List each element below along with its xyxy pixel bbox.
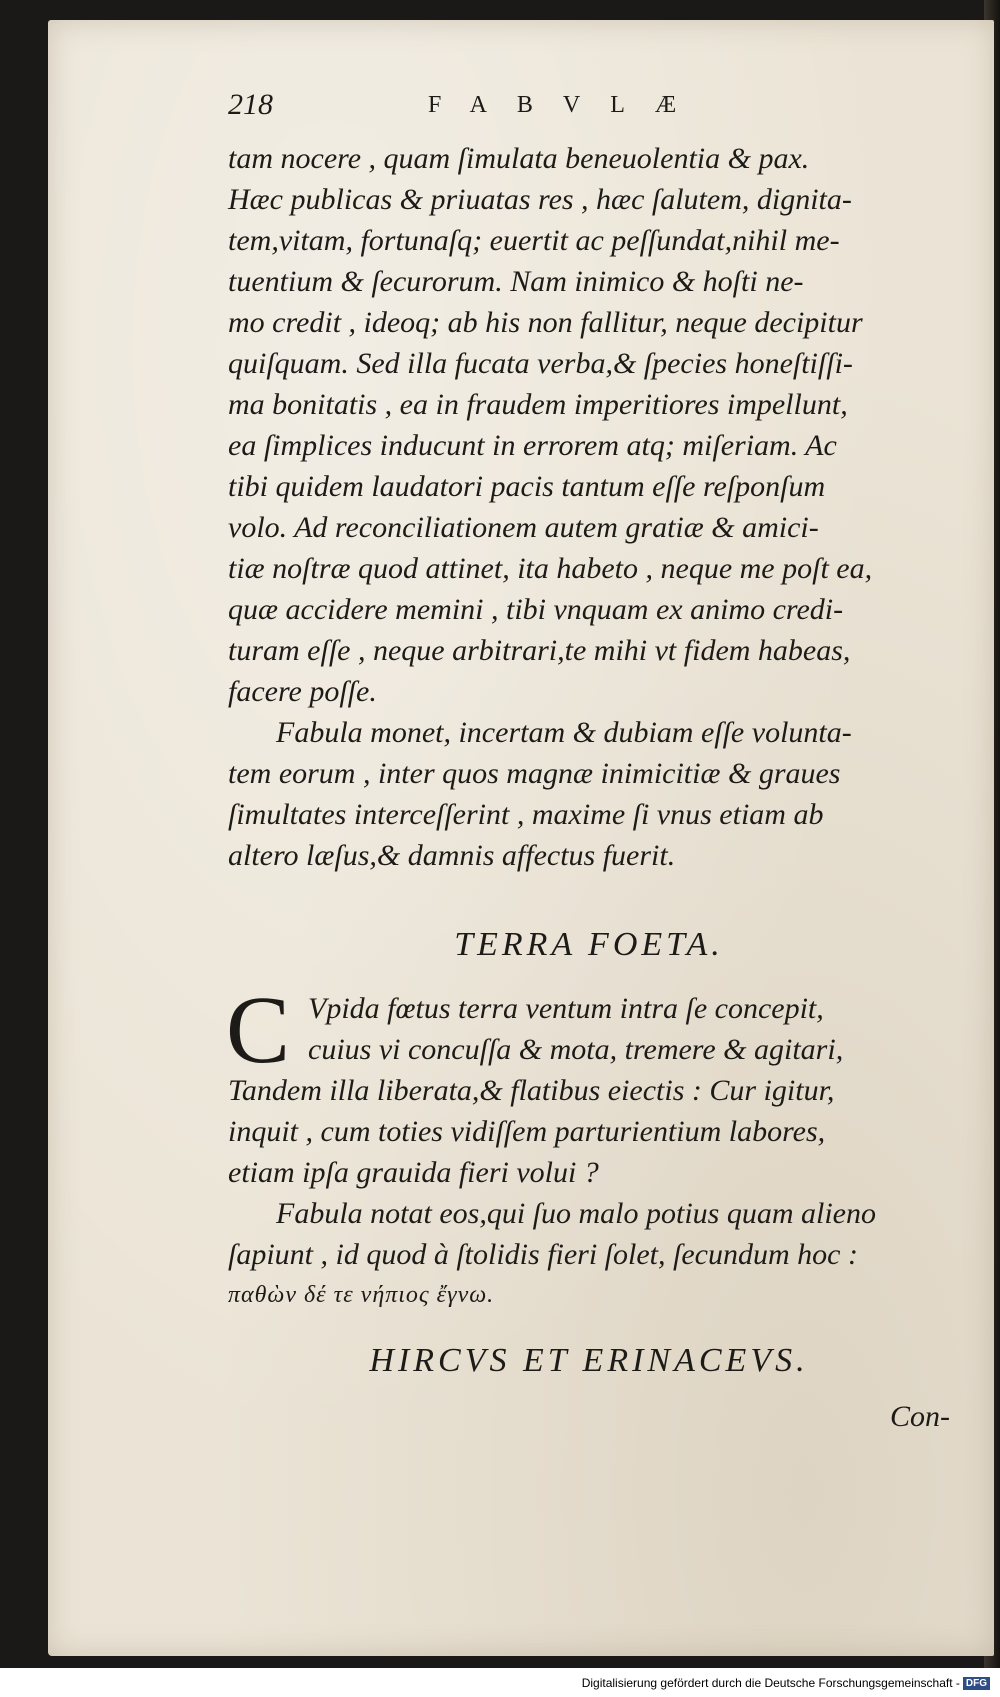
- text-line: Hæc publicas & priuatas res , hæc ſalutem, dignita-: [228, 183, 852, 216]
- credit-text: Digitalisierung gefördert durch die Deutsche Forschungsgemeinschaft -: [581, 1676, 960, 1690]
- text-line: tiæ noſtræ quod attinet, ita habeto , neque me poſt ea,: [228, 552, 873, 585]
- text-line: turam eſſe , neque arbitrari,te mihi vt fidem habeas,: [228, 634, 851, 667]
- moral-section-2: [228, 1193, 950, 1316]
- text-line: tem,vitam, fortunaſq; euertit ac peſſundat,nihil me-: [228, 224, 840, 257]
- moral-line: Fabula notat eos,qui ſuo malo potius quam alieno: [276, 1197, 876, 1230]
- moral-section-1: [228, 712, 950, 876]
- page-number: 218: [228, 88, 273, 121]
- moral-line: ſimultates interceſſerint , maxime ſi vnus etiam ab: [228, 798, 824, 831]
- text-line: facere poſſe.: [228, 675, 377, 708]
- text-line: inquit , cum toties vidiſſem parturientium labores,: [228, 1115, 826, 1148]
- text-line: tam nocere , quam ſimulata beneuolentia & pax.: [228, 142, 810, 175]
- catchword: Con-: [890, 1400, 950, 1433]
- moral-line: ſapiunt , id quod à ſtolidis fieri ſolet, ſecundum hoc :: [228, 1238, 858, 1271]
- dfg-logo: DFG: [963, 1677, 990, 1690]
- greek-quotation: παθὼν δέ τε νήπιος ἔγνω.: [228, 1282, 495, 1308]
- moral-line: Fabula monet, incertam & dubiam eſſe volunta-: [276, 716, 852, 749]
- text-line: tibi quidem laudatori pacis tantum eſſe reſponſum: [228, 470, 826, 503]
- page-body: [228, 138, 950, 1437]
- running-title: FABVLÆ: [428, 92, 707, 118]
- digitization-credit: [582, 1676, 990, 1690]
- text-line: Vpida fœtus terra ventum intra ſe concepit,: [308, 992, 824, 1025]
- text-line: tuentium & ſecurorum. Nam inimico & hoſti ne-: [228, 265, 804, 298]
- text-line: cuius vi concuſſa & mota, tremere & agitari,: [308, 1033, 844, 1066]
- fable-text-section-2: [226, 976, 950, 1193]
- text-line: mo credit , ideoq; ab his non fallitur, neque decipitur: [228, 306, 863, 339]
- text-line: quiſquam. Sed illa fucata verba,& ſpecies honeſtiſſi-: [228, 347, 853, 380]
- page-header: [228, 88, 878, 128]
- text-line: volo. Ad reconciliationem autem gratiæ & amici-: [228, 511, 819, 544]
- moral-line: altero læſus,& damnis affectus fuerit.: [228, 839, 676, 872]
- moral-line: tem eorum , inter quos magnæ inimicitiæ & graues: [228, 757, 841, 790]
- fable-text-section-1: [228, 138, 950, 712]
- fable-title-hircus-et-erinaceus: HIRCVS ET ERINACEVS.: [369, 1342, 809, 1379]
- text-line: Tandem illa liberata,& flatibus eiectis : Cur igitur,: [228, 1074, 835, 1107]
- text-line: etiam ipſa grauida fieri volui ?: [228, 1156, 599, 1189]
- fable-title-terra-foeta: TERRA FOETA.: [454, 926, 724, 963]
- text-line: ma bonitatis , ea in fraudem imperitiores impellunt,: [228, 388, 848, 421]
- text-line: quæ accidere memini , tibi vnquam ex animo credi-: [228, 593, 844, 626]
- text-line: ea ſimplices inducunt in errorem atq; miſeriam. Ac: [228, 429, 837, 462]
- drop-cap-initial: C: [226, 976, 291, 1083]
